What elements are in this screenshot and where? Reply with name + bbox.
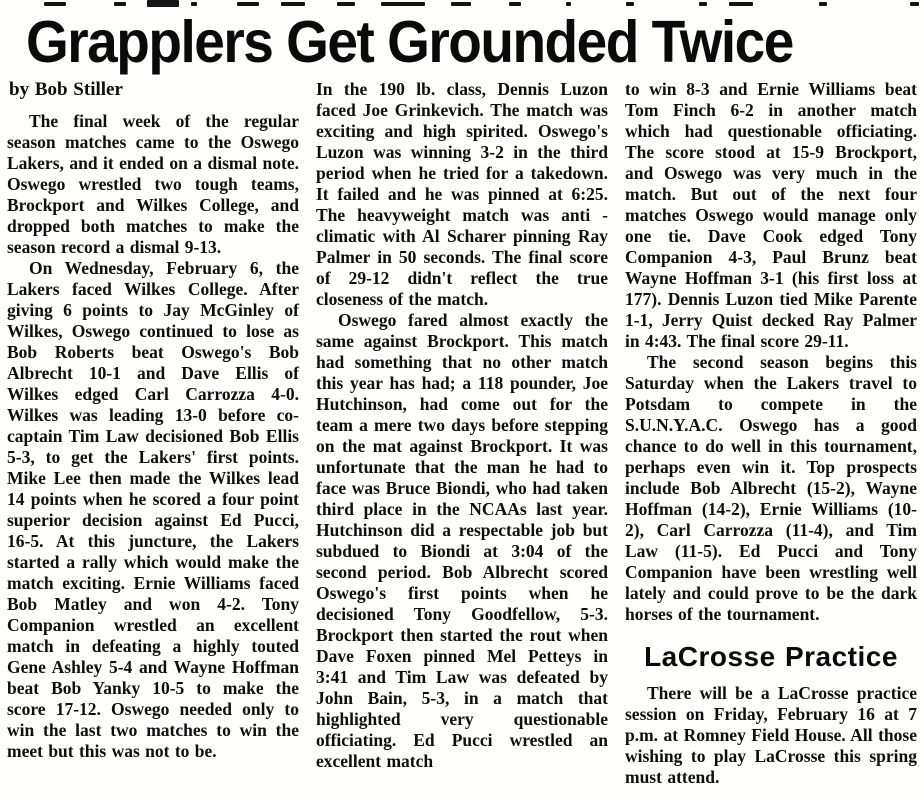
paragraph: to win 8-3 and Ernie Williams beat Tom Finch 6-2 in another match which had questionable officiating. The score stood at 15-9 Brockport, and Oswego was very much in the match. But out of the next four matches Oswego would manage only one tie. Dave Cook edged Tony Companion 4-3, Paul Brunz beat Wayne Hoffman 3-1 (his first loss at 177). Dennis Luzon tied Mike Parente 1-1, Jerry Quist decked Ray Palmer in 4:43. The final score 29-11.: [625, 78, 917, 351]
column-right: [625, 79, 917, 788]
article-body: [0, 69, 924, 788]
article-byline: by Bob Stiller: [9, 78, 123, 100]
paragraph: The final week of the regular season matches came to the Oswego Lakers, and it ended on a dismal note. Oswego wrestled two tough teams, Brockport and Wilkes College, and dropped both matches to make the season record a dismal 9-13.: [7, 110, 299, 257]
paragraph: In the 190 lb. class, Dennis Luzon faced Joe Grinkevich. The match was exciting and high spirited. Oswego's Luzon was winning 3-2 in the third period when he tried for a takedown. It failed and he was pinned at 6:25. The heavyweight match was anti - climatic with Al Scharer pinning Ray Palmer in 50 seconds. The final score of 29-12 didn't reflect the true closeness of the match.: [316, 78, 608, 309]
subhead-lacrosse-practice: LaCrosse Practice: [644, 640, 898, 672]
column-left: [7, 79, 299, 788]
paragraph: There will be a LaCrosse practice session on Friday, February 16 at 7 p.m. at Romney Field House. All those wishing to play LaCrosse this spring must attend.: [625, 682, 917, 787]
article-headline: Grapplers Get Grounded Twice: [26, 7, 793, 75]
paragraph: The second season begins this Saturday when the Lakers travel to Potsdam to compete in the S.U.N.Y.A.C. Oswego has a good chance to do well in this tournament, perhaps even win it. Top prospects include Bob Albrecht (15-2), Wayne Hoffman (14-2), Ernie Williams (10-2), Carl Carrozza (11-4), and Tim Law (11-5). Ed Pucci and Tony Companion have been wrestling well lately and could prove to be the dark horses of the tournament.: [625, 351, 917, 624]
paragraph: On Wednesday, February 6, the Lakers faced Wilkes College. After giving 6 points to Jay McGinley of Wilkes, Oswego continued to lose as Bob Roberts beat Oswego's Bob Albrecht 10-1 and Dave Ellis of Wilkes edged Carl Carrozza 4-0. Wilkes was leading 13-0 before co-captain Tim Law decisioned Bob Ellis 5-3, to get the Lakers' first points. Mike Lee then made the Wilkes lead 14 points when he scored a four point superior decision against Ed Pucci, 16-5. At this juncture, the Lakers started a rally which would make the match exciting. Ernie Williams faced Bob Matley and won 4-2. Tony Companion wrestled an excellent match in defeating a highly touted Gene Ashley 5-4 and Wayne Hoffman beat Bob Yanky 10-5 to make the score 17-12. Oswego needed only to win the last two matches to win the meet but this was not to be.: [7, 257, 299, 761]
column-middle: [316, 79, 608, 788]
paragraph: Oswego fared almost exactly the same against Brockport. This match had something that no other match this year has had; a 118 pounder, Joe Hutchinson, had come out for the team a mere two days before stepping on the mat against Brockport. It was unfortunate that the man he had to face was Bruce Biondi, who had taken third place in the NCAAs last year. Hutchinson did a respectable job but subdued to Biondi at 3:04 of the second period. Bob Albrecht scored Oswego's first points when he decisioned Tony Goodfellow, 5-3. Brockport then started the rout when Dave Foxen pinned Mel Petteys in 3:41 and Tim Law was defeated by John Bain, 5-3, in a match that highlighted very questionable officiating. Ed Pucci wrestled an excellent match: [316, 309, 608, 771]
